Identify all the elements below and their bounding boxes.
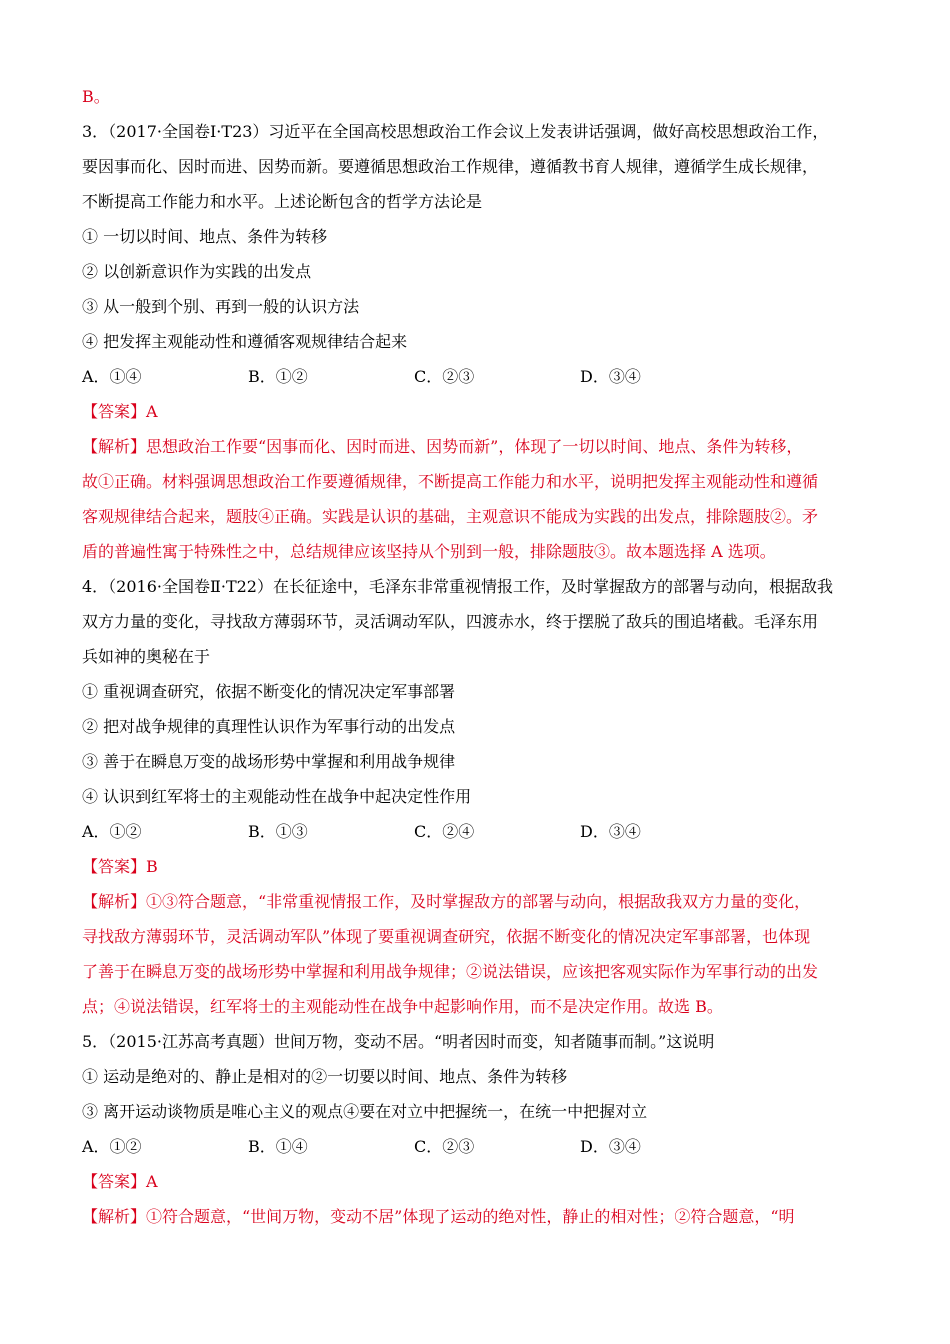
option-c: C．②③ (414, 1137, 475, 1156)
option-a: A．①② (82, 822, 142, 841)
option-b: B．①③ (248, 822, 308, 841)
document-page (82, 86, 872, 1241)
option-b: B．①④ (248, 1137, 308, 1156)
question-4-answer: 【答案】B (82, 857, 158, 876)
question-5-answer: 【答案】A (82, 1172, 158, 1191)
option-d: D．③④ (580, 367, 641, 386)
question-4-stem-line-2: 双方力量的变化，寻找敌方薄弱环节，灵活调动军队，四渡赤水，终于摆脱了敌兵的围追堵截。毛泽东用 (82, 612, 819, 631)
question-3-item-3: ③ 从一般到个别、再到一般的认识方法 (82, 297, 360, 316)
question-4-item-1: ① 重视调查研究，依据不断变化的情况决定军事部署 (82, 682, 456, 701)
explanation-line: 客观规律结合起来，题肢④正确。实践是认识的基础，主观意识不能成为实践的出发点，排除题肢②。矛 (82, 507, 819, 526)
explanation-line: 点；④说法错误，红军将士的主观能动性在战争中起影响作用，而不是决定作用。故选 B。 (82, 997, 723, 1016)
question-4-item-2: ② 把对战争规律的真理性认识作为军事行动的出发点 (82, 717, 456, 736)
explanation-line: 寻找敌方薄弱环节，灵活调动军队”体现了要重视调查研究，依据不断变化的情况决定军事部署，也体现 (82, 927, 811, 946)
option-a: A．①④ (82, 367, 142, 386)
question-4-item-4: ④ 认识到红军将士的主观能动性在战争中起决定性作用 (82, 787, 472, 806)
question-5-stem-line-1: 5．（2015·江苏高考真题）世间万物，变动不居。“明者因时而变，知者随事而制。”这说明 (82, 1032, 715, 1051)
explanation-line: 了善于在瞬息万变的战场形势中掌握和利用战争规律；②说法错误，应该把客观实际作为军事行动的出发 (82, 962, 819, 981)
question-3-stem-line-3: 不断提高工作能力和水平。上述论断包含的哲学方法论是 (82, 192, 483, 211)
question-3-item-4: ④ 把发挥主观能动性和遵循客观规律结合起来 (82, 332, 408, 351)
question-5 (82, 1031, 872, 1228)
option-c: C．②③ (414, 367, 475, 386)
question-3-stem-line-2: 要因事而化、因时而进、因势而新。要遵循思想政治工作规律，遵循教书育人规律，遵循学生成长规律， (82, 157, 819, 176)
explanation-line: 故①正确。材料强调思想政治工作要遵循规律，不断提高工作能力和水平，说明把发挥主观能动性和遵循 (82, 472, 819, 491)
option-d: D．③④ (580, 1137, 641, 1156)
question-4-item-3: ③ 善于在瞬息万变的战场形势中掌握和利用战争规律 (82, 752, 456, 771)
question-4 (82, 576, 872, 1018)
option-b: B．①② (248, 367, 308, 386)
explanation-line: 【解析】①③符合题意，“非常重视情报工作，及时掌握敌方的部署与动向，根据敌我双方力量的变化， (82, 892, 811, 911)
option-c: C．②④ (414, 822, 475, 841)
question-4-stem-line-3: 兵如神的奥秘在于 (82, 647, 211, 666)
question-3-explanation (82, 436, 872, 563)
question-3-item-1: ① 一切以时间、地点、条件为转移 (82, 227, 328, 246)
option-d: D．③④ (580, 822, 641, 841)
explanation-line: 盾的普遍性寓于特殊性之中，总结规律应该坚持从个别到一般，排除题肢③。故本题选择 A 选项。 (82, 542, 776, 561)
previous-answer-tail: B。 (82, 87, 110, 106)
option-a: A．①② (82, 1137, 142, 1156)
question-5-options (82, 1136, 872, 1158)
question-3-item-2: ② 以创新意识作为实践的出发点 (82, 262, 312, 281)
question-4-options (82, 821, 872, 843)
question-3-stem-line-1: 3．（2017·全国卷Ⅰ·T23）习近平在全国高校思想政治工作会议上发表讲话强调，做好高校思想政治工作， (82, 122, 829, 141)
question-3-options (82, 366, 872, 388)
question-4-explanation (82, 891, 872, 1018)
question-3-answer: 【答案】A (82, 402, 158, 421)
question-5-explanation (82, 1206, 872, 1228)
question-4-stem-line-1: 4．（2016·全国卷Ⅱ·T22）在长征途中，毛泽东非常重视情报工作，及时掌握敌方的部署与动向，根据敌我 (82, 577, 833, 596)
question-3 (82, 121, 872, 563)
explanation-line: 【解析】①符合题意，“世间万物，变动不居”体现了运动的绝对性，静止的相对性；②符合题意，“明 (82, 1207, 795, 1226)
explanation-line: 【解析】思想政治工作要“因事而化、因时而进、因势而新”，体现了一切以时间、地点、条件为转移， (82, 437, 803, 456)
question-5-item-2: ③ 离开运动谈物质是唯心主义的观点④要在对立中把握统一，在统一中把握对立 (82, 1102, 648, 1121)
question-5-item-1: ① 运动是绝对的、静止是相对的②一切要以时间、地点、条件为转移 (82, 1067, 568, 1086)
